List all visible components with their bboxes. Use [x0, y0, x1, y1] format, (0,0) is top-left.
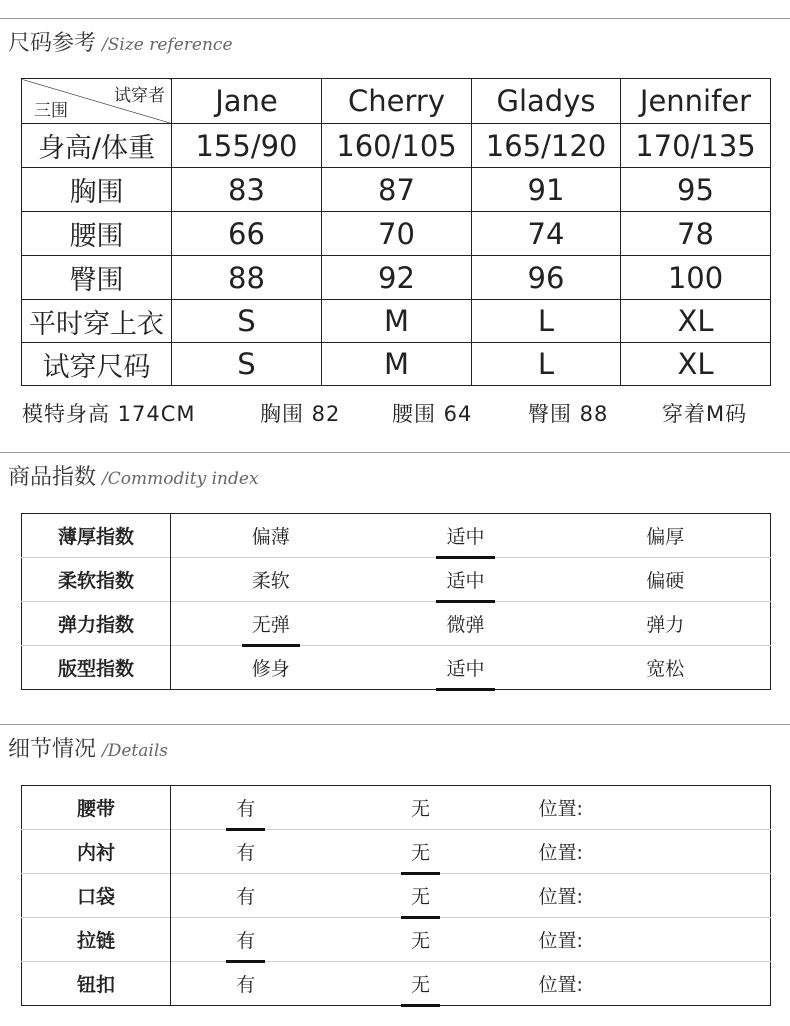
model-waist: 腰围 64	[392, 402, 473, 426]
index-option-cell	[561, 558, 771, 602]
details-option-no: 无	[410, 798, 430, 820]
details-yes-cell	[171, 874, 351, 918]
index-option: 偏薄	[251, 526, 290, 548]
size-value: S	[172, 300, 322, 343]
size-row	[22, 300, 771, 343]
person-name: Cherry	[322, 79, 472, 124]
index-option-cell	[371, 514, 561, 558]
details-position-label: 位置:	[538, 798, 583, 820]
model-info	[22, 398, 782, 426]
index-option: 修身	[251, 658, 290, 680]
index-label: 柔软指数	[22, 558, 171, 602]
details-option-yes: 有	[236, 886, 256, 908]
model-height: 模特身高 174CM	[22, 402, 196, 426]
size-value: 95	[621, 168, 771, 212]
person-name: Gladys	[472, 79, 621, 124]
index-option-selected: 适中	[440, 654, 490, 681]
details-label: 拉链	[22, 918, 171, 962]
details-option-no: 无	[410, 930, 430, 952]
size-row	[22, 256, 771, 300]
details-option-yes: 有	[230, 926, 261, 953]
size-value: 74	[472, 212, 621, 256]
corner-bottom-label: 三围	[34, 101, 68, 121]
index-option: 弹力	[646, 614, 685, 636]
size-value: 165/120	[472, 124, 621, 168]
size-value: L	[472, 300, 621, 343]
size-value: 96	[472, 256, 621, 300]
details-row	[22, 962, 771, 1006]
size-value: XL	[621, 343, 771, 386]
details-position-label: 位置:	[538, 842, 583, 864]
details-no-cell	[351, 830, 491, 874]
index-label: 弹力指数	[22, 602, 171, 646]
size-value: 87	[322, 168, 472, 212]
index-option-selected: 适中	[440, 522, 490, 549]
person-name: Jennifer	[621, 79, 771, 124]
model-chest: 胸围 82	[260, 402, 341, 426]
index-option: 宽松	[646, 658, 685, 680]
size-value: 160/105	[322, 124, 472, 168]
index-option-cell	[171, 514, 371, 558]
size-value: 88	[172, 256, 322, 300]
details-position-cell	[491, 918, 771, 962]
index-row	[22, 646, 771, 690]
size-value: L	[472, 343, 621, 386]
details-option-yes: 有	[230, 794, 261, 821]
index-option: 偏厚	[646, 526, 685, 548]
size-row-label: 试穿尺码	[22, 343, 172, 386]
index-option-cell	[561, 514, 771, 558]
index-option: 偏硬	[646, 570, 685, 592]
index-option-cell	[371, 558, 561, 602]
size-value: 91	[472, 168, 621, 212]
index-option: 柔软	[251, 570, 290, 592]
size-row-label: 胸围	[22, 168, 172, 212]
index-option: 微弹	[446, 614, 485, 636]
size-value: 83	[172, 168, 322, 212]
model-wearing: 穿着M码	[662, 402, 748, 426]
index-row	[22, 514, 771, 558]
index-option-selected: 无弹	[246, 610, 296, 637]
index-title-en: /Commodity index	[102, 469, 259, 489]
details-position-label: 位置:	[538, 886, 583, 908]
details-label: 内衬	[22, 830, 171, 874]
details-position-cell	[491, 874, 771, 918]
details-row	[22, 874, 771, 918]
details-no-cell	[351, 918, 491, 962]
index-option-cell	[171, 602, 371, 646]
details-table	[21, 785, 771, 1006]
index-option-cell	[371, 646, 561, 690]
details-row	[22, 918, 771, 962]
index-section-title	[8, 460, 259, 491]
size-row	[22, 168, 771, 212]
size-value: 66	[172, 212, 322, 256]
details-option-no: 无	[405, 838, 436, 865]
details-option-no: 无	[405, 882, 436, 909]
size-value: 78	[621, 212, 771, 256]
details-position-label: 位置:	[538, 974, 583, 996]
details-option-no: 无	[405, 970, 436, 997]
index-label: 薄厚指数	[22, 514, 171, 558]
index-row	[22, 558, 771, 602]
index-option-cell	[171, 646, 371, 690]
index-divider	[0, 452, 790, 453]
details-label: 口袋	[22, 874, 171, 918]
index-row	[22, 602, 771, 646]
top-divider	[0, 18, 790, 19]
size-header-row	[22, 79, 771, 124]
size-title-en: /Size reference	[102, 35, 233, 55]
size-row-label: 臀围	[22, 256, 172, 300]
index-option-selected: 适中	[440, 566, 490, 593]
index-option-cell	[561, 602, 771, 646]
size-row-label: 平时穿上衣	[22, 300, 172, 343]
size-row	[22, 124, 771, 168]
corner-top-label: 试穿者	[114, 86, 165, 106]
size-title-cn: 尺码参考	[8, 31, 97, 56]
person-name: Jane	[172, 79, 322, 124]
details-no-cell	[351, 786, 491, 830]
size-value: 100	[621, 256, 771, 300]
size-value: 70	[322, 212, 472, 256]
details-no-cell	[351, 874, 491, 918]
details-row	[22, 786, 771, 830]
index-label: 版型指数	[22, 646, 171, 690]
size-row	[22, 343, 771, 386]
details-yes-cell	[171, 830, 351, 874]
index-option-cell	[171, 558, 371, 602]
size-value: S	[172, 343, 322, 386]
size-corner-cell	[22, 79, 172, 124]
size-table	[21, 78, 771, 386]
index-option-cell	[561, 646, 771, 690]
details-label: 腰带	[22, 786, 171, 830]
details-title-cn: 细节情况	[8, 737, 97, 762]
size-value: 170/135	[621, 124, 771, 168]
size-value: M	[322, 343, 472, 386]
details-position-cell	[491, 962, 771, 1006]
details-section-title	[8, 732, 168, 763]
details-divider	[0, 724, 790, 725]
details-yes-cell	[171, 962, 351, 1006]
details-row	[22, 830, 771, 874]
index-option-cell	[371, 602, 561, 646]
size-value: XL	[621, 300, 771, 343]
size-value: 92	[322, 256, 472, 300]
index-title-cn: 商品指数	[8, 465, 97, 490]
model-hip: 臀围 88	[528, 402, 609, 426]
details-title-en: /Details	[102, 741, 168, 761]
details-option-yes: 有	[236, 974, 256, 996]
index-table	[21, 513, 771, 690]
size-section-title	[8, 26, 233, 57]
size-row	[22, 212, 771, 256]
details-position-cell	[491, 786, 771, 830]
size-row-label: 身高/体重	[22, 124, 172, 168]
details-label: 钮扣	[22, 962, 171, 1006]
size-row-label: 腰围	[22, 212, 172, 256]
details-yes-cell	[171, 918, 351, 962]
details-position-label: 位置:	[538, 930, 583, 952]
details-position-cell	[491, 830, 771, 874]
details-option-yes: 有	[236, 842, 256, 864]
details-yes-cell	[171, 786, 351, 830]
size-value: M	[322, 300, 472, 343]
size-value: 155/90	[172, 124, 322, 168]
details-no-cell	[351, 962, 491, 1006]
